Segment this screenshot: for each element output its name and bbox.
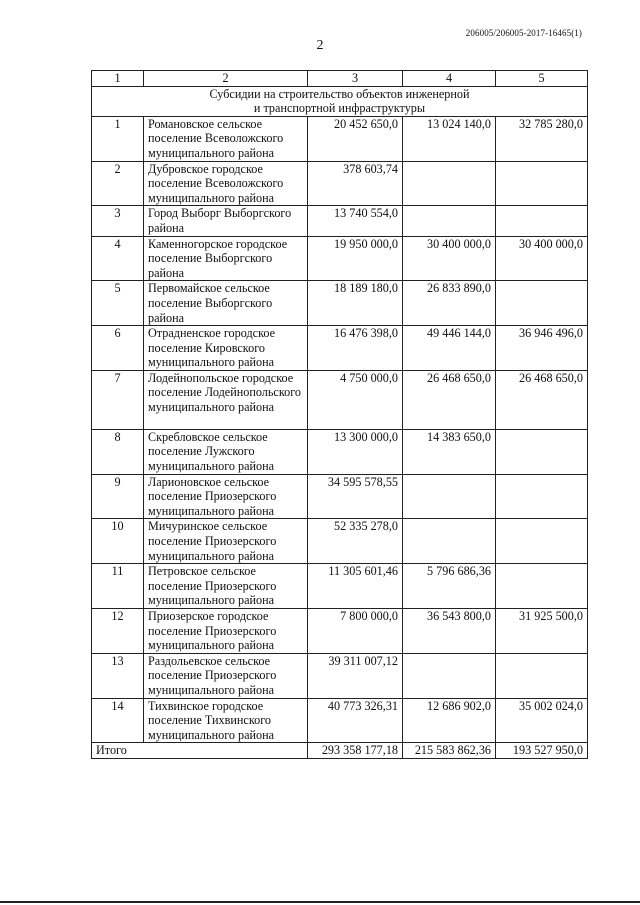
value-col4: 12 686 902,0 [403,698,496,743]
column-header: 5 [496,71,588,87]
row-number: 10 [92,519,144,564]
table-row [92,326,588,371]
table-row [92,474,588,519]
value-col4: 13 024 140,0 [403,116,496,161]
settlement-name: Петровское сельское поселение Приозерского муниципального района [144,564,308,609]
value-col4 [403,519,496,564]
settlement-name: Тихвинское городское поселение Тихвинского муниципального района [144,698,308,743]
value-col3: 16 476 398,0 [308,326,403,371]
settlement-name: Скребловское сельское поселение Лужского муниципального района [144,429,308,474]
table-row [92,281,588,326]
settlement-name: Лодейнопольское городское поселение Лодейнопольского муниципального района [144,370,308,429]
table-row [92,653,588,698]
value-col5 [496,653,588,698]
value-col5 [496,429,588,474]
value-col5 [496,161,588,206]
total-value-v3: 293 358 177,18 [308,743,403,759]
settlement-name: Мичуринское сельское поселение Приозерского муниципального района [144,519,308,564]
table-row [92,236,588,281]
value-col4: 5 796 686,36 [403,564,496,609]
value-col5 [496,519,588,564]
value-col5: 36 946 496,0 [496,326,588,371]
column-header: 3 [308,71,403,87]
value-col3: 13 740 554,0 [308,206,403,236]
column-header: 4 [403,71,496,87]
table-row [92,609,588,654]
total-value-v5: 193 527 950,0 [496,743,588,759]
table-row [92,564,588,609]
value-col4: 49 446 144,0 [403,326,496,371]
value-col5: 30 400 000,0 [496,236,588,281]
settlement-name: Дубровское городское поселение Всеволожского муниципального района [144,161,308,206]
settlement-name: Город Выборг Выборгского района [144,206,308,236]
settlement-name: Романовское сельское поселение Всеволожского муниципального района [144,116,308,161]
column-header: 2 [144,71,308,87]
value-col5 [496,206,588,236]
settlement-name: Первомайское сельское поселение Выборгского района [144,281,308,326]
table-row [92,116,588,161]
settlement-name: Отрадненское городское поселение Кировского муниципального района [144,326,308,371]
row-number: 8 [92,429,144,474]
document-id: 206005/206005-2017-16465(1) [465,28,582,38]
value-col3: 40 773 326,31 [308,698,403,743]
table-row [92,429,588,474]
row-number: 5 [92,281,144,326]
row-number: 9 [92,474,144,519]
value-col3: 7 800 000,0 [308,609,403,654]
total-value-v4: 215 583 862,36 [403,743,496,759]
value-col4 [403,474,496,519]
row-number: 4 [92,236,144,281]
section-row [92,86,588,116]
value-col5: 32 785 280,0 [496,116,588,161]
value-col5: 26 468 650,0 [496,370,588,429]
table-row [92,161,588,206]
value-col4 [403,206,496,236]
value-col3: 13 300 000,0 [308,429,403,474]
table-row [92,370,588,429]
value-col4: 26 468 650,0 [403,370,496,429]
settlement-name: Приозерское городское поселение Приозерского муниципального района [144,609,308,654]
page-number: 2 [316,38,324,53]
settlement-name: Каменногорское городское поселение Выборгского района [144,236,308,281]
value-col4 [403,161,496,206]
value-col3: 34 595 578,55 [308,474,403,519]
table-row [92,698,588,743]
section-title: Субсидии на строительство объектов инженерной и транспортной инфраструктуры [92,86,588,116]
table-row [92,519,588,564]
value-col3: 52 335 278,0 [308,519,403,564]
value-col4: 14 383 650,0 [403,429,496,474]
value-col3: 18 189 180,0 [308,281,403,326]
value-col4 [403,653,496,698]
value-col5: 31 925 500,0 [496,609,588,654]
value-col3: 4 750 000,0 [308,370,403,429]
row-number: 11 [92,564,144,609]
value-col3: 39 311 007,12 [308,653,403,698]
value-col5: 35 002 024,0 [496,698,588,743]
value-col5 [496,564,588,609]
subsidies-table [91,70,588,759]
value-col5 [496,281,588,326]
row-number: 12 [92,609,144,654]
value-col4: 36 543 800,0 [403,609,496,654]
value-col5 [496,474,588,519]
column-header: 1 [92,71,144,87]
row-number: 14 [92,698,144,743]
value-col3: 378 603,74 [308,161,403,206]
page-bottom-edge [0,901,640,903]
row-number: 1 [92,116,144,161]
value-col3: 20 452 650,0 [308,116,403,161]
row-number: 2 [92,161,144,206]
row-number: 7 [92,370,144,429]
total-row [92,743,588,759]
table-row [92,206,588,236]
total-label: Итого [92,743,308,759]
value-col4: 30 400 000,0 [403,236,496,281]
row-number: 13 [92,653,144,698]
column-number-row [92,71,588,87]
value-col4: 26 833 890,0 [403,281,496,326]
row-number: 3 [92,206,144,236]
settlement-name: Раздольевское сельское поселение Приозерского муниципального района [144,653,308,698]
value-col3: 19 950 000,0 [308,236,403,281]
settlement-name: Ларионовское сельское поселение Приозерского муниципального района [144,474,308,519]
row-number: 6 [92,326,144,371]
value-col3: 11 305 601,46 [308,564,403,609]
